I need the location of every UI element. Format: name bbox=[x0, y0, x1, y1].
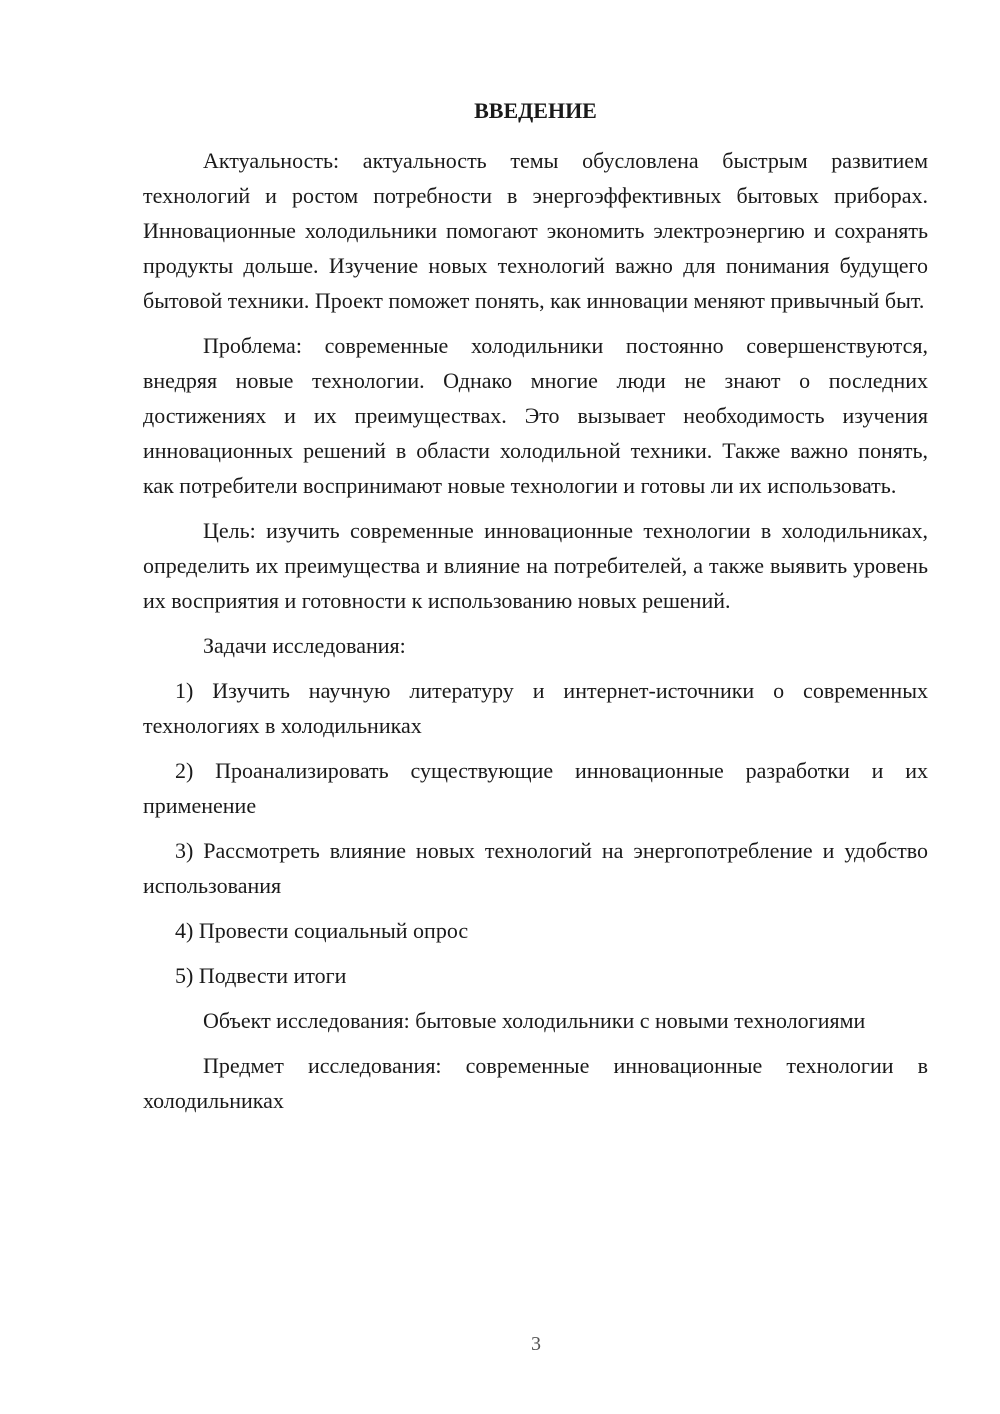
page-title: ВВЕДЕНИЕ bbox=[474, 98, 597, 123]
task-item-2: 2) Проанализировать существующие инновационные разработки и их применение bbox=[143, 758, 928, 818]
subject-paragraph: Предмет исследования: современные инновационные технологии в холодильниках bbox=[143, 1053, 928, 1113]
goal-paragraph: Цель: изучить современные инновационные технологии в холодильниках, определить их преимущества и влияние на потребителей, а также выявить уровень их восприятия и готовности к использованию новых решений. bbox=[143, 518, 928, 613]
task-item-3: 3) Рассмотреть влияние новых технологий на энергопотребление и удобство использования bbox=[143, 838, 928, 898]
page-number: 3 bbox=[531, 1333, 541, 1355]
task-item-5: 5) Подвести итоги bbox=[175, 963, 347, 988]
document-body bbox=[143, 143, 928, 1128]
task-item-1: 1) Изучить научную литературу и интернет-источники о современных технологиях в холодильниках bbox=[143, 678, 928, 738]
problem-paragraph: Проблема: современные холодильники постоянно совершенствуются, внедряя новые технологии. Однако многие люди не знают о последних достижениях и их преимуществах. Это вызывает необходимость изучения инновационных решений в области холодильной техники. Также важно понять, как потребители воспринимают новые технологии и готовы ли их использовать. bbox=[143, 333, 928, 498]
task-item-4: 4) Провести социальный опрос bbox=[175, 918, 469, 943]
tasks-heading: Задачи исследования: bbox=[203, 633, 406, 658]
relevance-paragraph: Актуальность: актуальность темы обусловлена быстрым развитием технологий и ростом потребности в энергоэффективных бытовых приборах. Инновационные холодильники помогают экономить электроэнергию и сохранять продукты дольше. Изучение новых технологий важно для понимания будущего бытовой техники. Проект поможет понять, как инновации меняют привычный быт. bbox=[143, 148, 928, 313]
object-paragraph: Объект исследования: бытовые холодильники с новыми технологиями bbox=[203, 1008, 866, 1033]
